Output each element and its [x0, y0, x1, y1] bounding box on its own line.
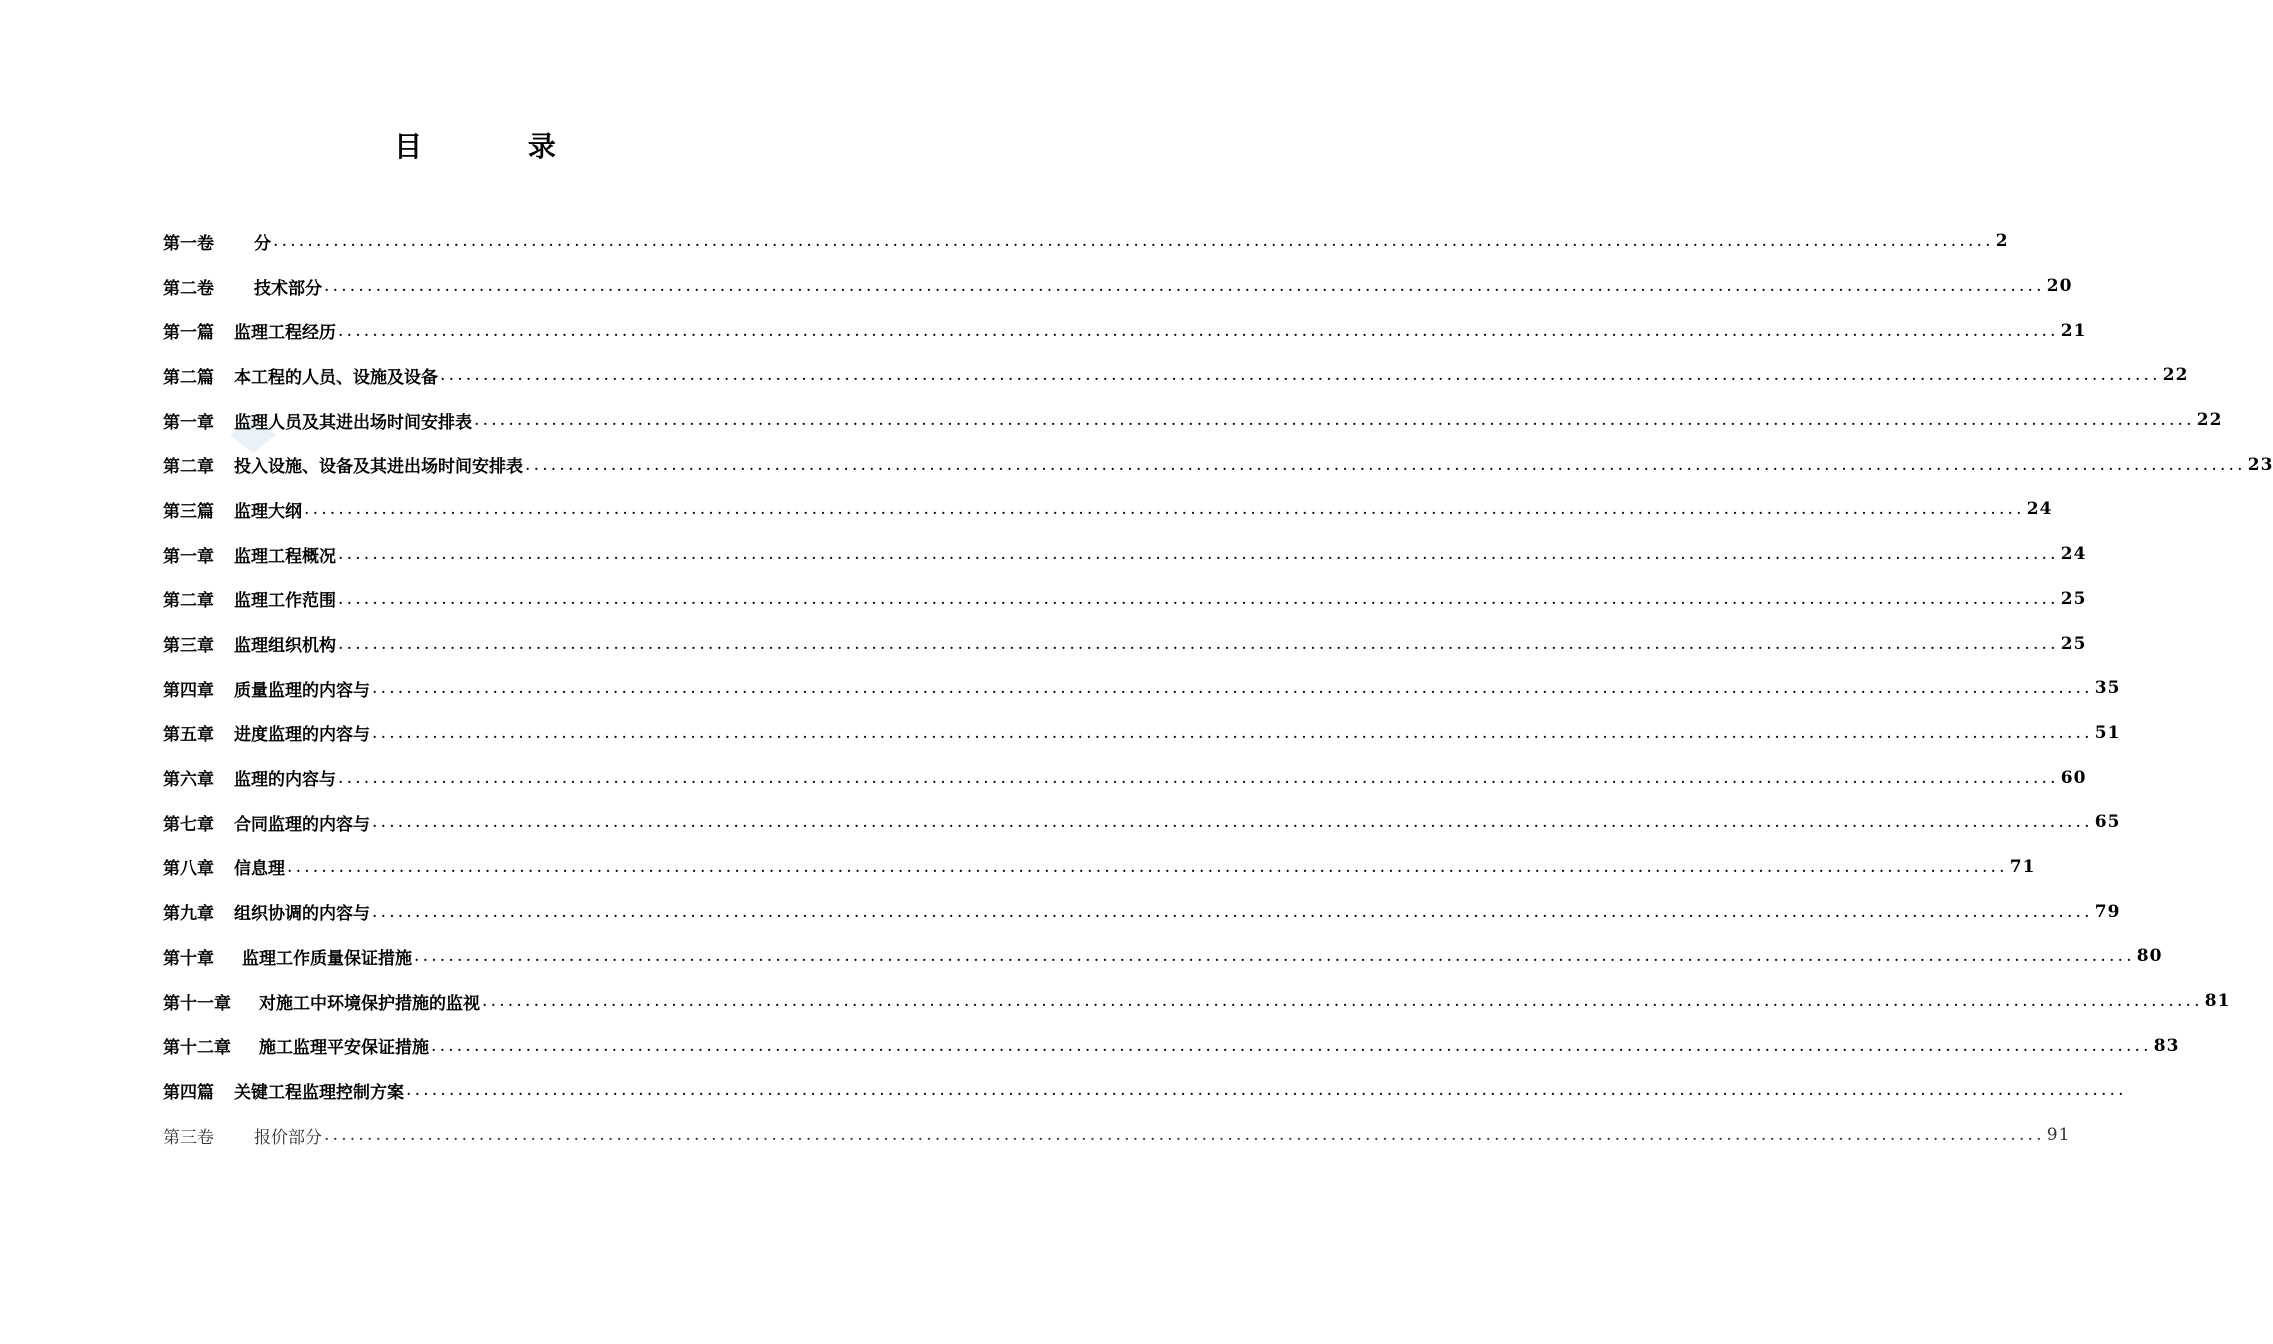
toc-leader-dots: ........................................................................................................................................................................................................ [525, 454, 2246, 475]
toc-entry[interactable] [163, 621, 2087, 666]
toc-entry-label: 第一篇 [163, 323, 214, 344]
toc-entry[interactable] [163, 666, 2121, 711]
toc-entry-title: 投入设施、设备及其进出场时间安排表 [234, 457, 523, 478]
toc-entry-title: 监理工作范围 [234, 591, 336, 612]
toc-entry-page: 79 [2094, 901, 2121, 922]
toc-entry-label: 第四章 [163, 680, 214, 701]
toc-entry-title: 报价部分 [254, 1127, 322, 1148]
toc-entry-title: 分 [254, 233, 271, 254]
table-of-contents [163, 219, 2273, 1157]
toc-entry-label: 第二篇 [163, 367, 214, 388]
toc-leader-dots: ........................................................................................................................................................................................................ [440, 365, 2161, 386]
toc-entry-label: 第十章 [163, 948, 214, 969]
toc-entry-title: 施工监理平安保证措施 [259, 1038, 429, 1059]
toc-leader-dots: ........................................................................................................................................................................................................ [338, 320, 2059, 341]
toc-entry-page: 35 [2094, 678, 2121, 699]
toc-entry-page: 20 [2046, 276, 2073, 297]
toc-entry-label: 第九章 [163, 904, 214, 925]
toc-entry-title: 监理工程概况 [234, 546, 336, 567]
toc-entry-page: 65 [2094, 812, 2121, 833]
toc-entry[interactable] [163, 934, 2163, 979]
toc-entry[interactable] [163, 711, 2121, 756]
toc-entry-title: 监理大纲 [234, 501, 302, 522]
toc-entry-label: 第一章 [163, 546, 214, 567]
toc-entry-title: 信息理 [234, 859, 285, 880]
toc-entry[interactable] [163, 577, 2087, 622]
toc-leader-dots: ........................................................................................................................................................................................................ [287, 856, 2008, 877]
toc-entry-label: 第十一章 [163, 993, 231, 1014]
toc-entry-page: 83 [2153, 1035, 2180, 1056]
toc-entry-page: 60 [2060, 767, 2087, 788]
toc-entry-page: 25 [2060, 588, 2087, 609]
toc-entry[interactable] [163, 487, 2053, 532]
toc-entry-page: 22 [2162, 365, 2189, 386]
toc-leader-dots: ........................................................................................................................................................................................................ [406, 1080, 2127, 1101]
toc-entry[interactable] [163, 532, 2087, 577]
page-title: 目 录 [394, 130, 604, 163]
toc-entry[interactable] [163, 353, 2189, 398]
toc-entry-page: 51 [2094, 722, 2121, 743]
toc-entry[interactable] [163, 1023, 2180, 1068]
toc-leader-dots: ........................................................................................................................................................................................................ [372, 901, 2093, 922]
toc-entry[interactable] [163, 845, 2036, 890]
toc-entry-label: 第一卷 [163, 233, 214, 254]
toc-leader-dots: ........................................................................................................................................................................................................ [414, 946, 2135, 967]
toc-entry-title: 监理组织机构 [234, 636, 336, 657]
toc-leader-dots: ........................................................................................................................................................................................................ [474, 410, 2195, 431]
toc-entry[interactable] [163, 1113, 2071, 1158]
toc-entry[interactable] [163, 398, 2223, 443]
toc-entry-label: 第六章 [163, 770, 214, 791]
toc-entry[interactable] [163, 979, 2231, 1024]
toc-entry-label: 第七章 [163, 814, 214, 835]
toc-leader-dots: ........................................................................................................................................................................................................ [431, 1035, 2152, 1056]
toc-leader-dots: ........................................................................................................................................................................................................ [482, 991, 2203, 1012]
toc-entry[interactable] [163, 889, 2121, 934]
toc-entry-page: 71 [2009, 856, 2036, 877]
toc-entry-title: 监理的内容与 [234, 770, 336, 791]
toc-entry[interactable] [163, 264, 2073, 309]
toc-entry-label: 第一章 [163, 412, 214, 433]
toc-entry[interactable] [163, 1068, 2127, 1113]
toc-entry-title: 对施工中环境保护措施的监视 [259, 993, 480, 1014]
toc-entry[interactable] [163, 219, 2009, 264]
toc-entry-title: 监理工程经历 [234, 323, 336, 344]
toc-entry-title: 监理人员及其进出场时间安排表 [234, 412, 472, 433]
toc-entry-page: 2 [1995, 231, 2009, 252]
toc-entry-title: 合同监理的内容与 [234, 814, 370, 835]
toc-entry-label: 第二章 [163, 457, 214, 478]
toc-entry-title: 组织协调的内容与 [234, 904, 370, 925]
toc-entry-label: 第三章 [163, 636, 214, 657]
toc-leader-dots: ........................................................................................................................................................................................................ [372, 678, 2093, 699]
toc-entry[interactable] [163, 800, 2121, 845]
toc-entry-page: 24 [2060, 544, 2087, 565]
toc-entry-title: 质量监理的内容与 [234, 680, 370, 701]
toc-leader-dots: ........................................................................................................................................................................................................ [372, 722, 2093, 743]
toc-leader-dots: ........................................................................................................................................................................................................ [338, 588, 2059, 609]
toc-entry-page: 81 [2204, 991, 2231, 1012]
toc-leader-dots: ........................................................................................................................................................................................................ [338, 767, 2059, 788]
toc-entry-label: 第三卷 [163, 1127, 214, 1148]
toc-entry-title: 监理工作质量保证措施 [242, 948, 412, 969]
toc-entry-label: 第三篇 [163, 501, 214, 522]
toc-entry-label: 第二章 [163, 591, 214, 612]
toc-leader-dots: ........................................................................................................................................................................................................ [324, 276, 2045, 297]
toc-leader-dots: ........................................................................................................................................................................................................ [324, 1125, 2045, 1146]
toc-entry-page: 24 [2026, 499, 2053, 520]
toc-leader-dots: ........................................................................................................................................................................................................ [372, 812, 2093, 833]
toc-entry-title: 本工程的人员、设施及设备 [234, 367, 438, 388]
toc-entry-page: 80 [2136, 946, 2163, 967]
toc-leader-dots: ........................................................................................................................................................................................................ [273, 231, 1994, 252]
toc-entry-page: 21 [2060, 320, 2087, 341]
toc-leader-dots: ........................................................................................................................................................................................................ [304, 499, 2025, 520]
toc-entry-title: 关键工程监理控制方案 [234, 1082, 404, 1103]
toc-entry-title: 技术部分 [254, 278, 322, 299]
toc-entry[interactable] [163, 442, 2273, 487]
toc-entry-label: 第二卷 [163, 278, 214, 299]
toc-entry-label: 第四篇 [163, 1082, 214, 1103]
toc-entry[interactable] [163, 755, 2087, 800]
toc-leader-dots: ........................................................................................................................................................................................................ [338, 633, 2059, 654]
toc-entry-title: 进度监理的内容与 [234, 725, 370, 746]
toc-entry-page: 25 [2060, 633, 2087, 654]
toc-entry-page: 91 [2046, 1125, 2071, 1146]
toc-entry-page: 23 [2247, 454, 2273, 475]
toc-entry-label: 第五章 [163, 725, 214, 746]
toc-entry[interactable] [163, 308, 2087, 353]
toc-entry-label: 第八章 [163, 859, 214, 880]
toc-entry-page: 22 [2196, 410, 2223, 431]
toc-entry-label: 第十二章 [163, 1038, 231, 1059]
toc-leader-dots: ........................................................................................................................................................................................................ [338, 544, 2059, 565]
